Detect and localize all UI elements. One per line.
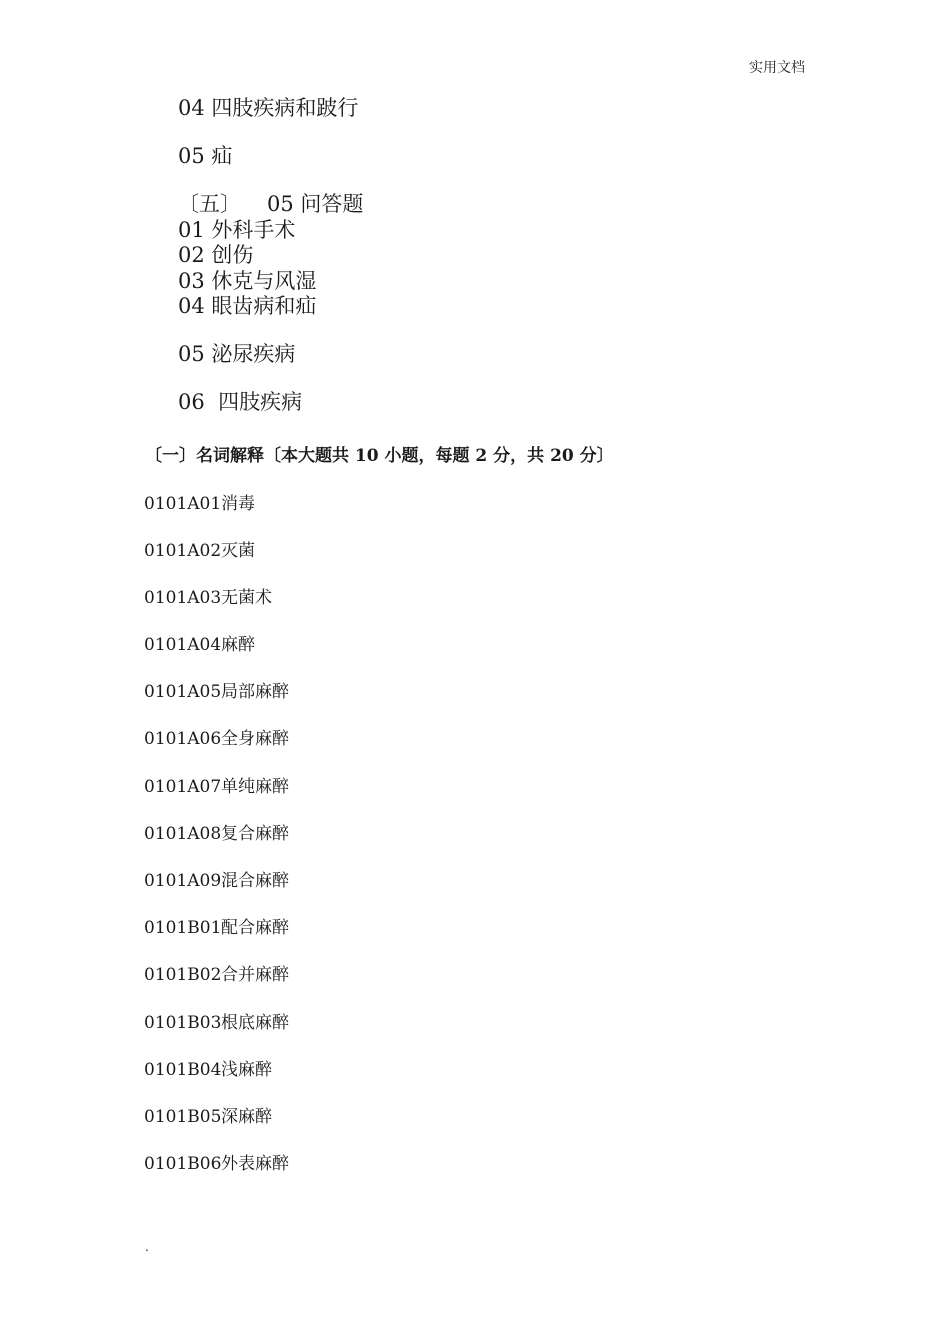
term-code: 0101B02	[144, 965, 222, 985]
term-row	[144, 724, 289, 749]
term-name: 配合麻醉	[221, 918, 289, 938]
term-row	[144, 819, 289, 844]
term-code: 0101A04	[144, 635, 222, 655]
term-name: 根底麻醉	[221, 1013, 289, 1033]
term-name: 复合麻醉	[221, 824, 289, 844]
term-name: 合并麻醉	[221, 965, 289, 985]
term-name: 全身麻醉	[221, 729, 289, 749]
term-code: 0101B04	[144, 1060, 222, 1080]
term-code: 0101B05	[144, 1107, 222, 1127]
outline-item: 02 创伤	[178, 243, 254, 267]
term-row	[144, 583, 272, 608]
section-title: 05 问答题	[267, 192, 364, 216]
term-row	[144, 1102, 272, 1127]
term-row	[144, 677, 289, 702]
term-name: 浅麻醉	[221, 1060, 272, 1080]
term-code: 0101B06	[144, 1154, 222, 1174]
term-name: 局部麻醉	[221, 682, 289, 702]
term-code: 0101A07	[144, 777, 222, 797]
term-code: 0101A05	[144, 682, 222, 702]
term-code: 0101A09	[144, 871, 222, 891]
term-name: 无菌术	[221, 588, 272, 608]
term-row	[144, 1008, 289, 1033]
section-marker: 〔五〕	[178, 192, 241, 216]
section-five-heading	[178, 191, 363, 217]
term-name: 深麻醉	[221, 1107, 272, 1127]
section-one-heading: 〔一〕名词解释〔本大题共 10 小题，每题 2 分，共 20 分〕	[145, 446, 614, 466]
outline-item: 04 四肢疾病和跛行	[178, 96, 359, 120]
term-row	[144, 960, 289, 985]
term-row	[144, 772, 289, 797]
footer-mark: .	[145, 1240, 149, 1254]
term-code: 0101B03	[144, 1013, 222, 1033]
outline-item: 05 泌尿疾病	[178, 342, 296, 366]
term-code: 0101A01	[144, 494, 222, 514]
document-header-label: 实用文档	[749, 60, 805, 76]
term-row	[144, 1149, 289, 1174]
term-row	[144, 1055, 272, 1080]
term-code: 0101B01	[144, 918, 222, 938]
term-row	[144, 630, 255, 655]
term-row	[144, 536, 255, 561]
term-name: 外表麻醉	[221, 1154, 289, 1174]
term-code: 0101A08	[144, 824, 222, 844]
outline-item: 06 四肢疾病	[178, 390, 303, 414]
term-name: 消毒	[221, 494, 255, 514]
outline-item: 04 眼齿病和疝	[178, 294, 317, 318]
outline-item: 01 外科手术	[178, 218, 296, 242]
term-code: 0101A03	[144, 588, 222, 608]
term-name: 混合麻醉	[221, 871, 289, 891]
term-code: 0101A02	[144, 541, 222, 561]
term-row	[144, 489, 255, 514]
term-name: 单纯麻醉	[221, 777, 289, 797]
term-row	[144, 913, 289, 938]
outline-item: 05 疝	[178, 144, 233, 168]
term-code: 0101A06	[144, 729, 222, 749]
term-row	[144, 866, 289, 891]
outline-item: 03 休克与风湿	[178, 269, 317, 293]
term-name: 麻醉	[221, 635, 255, 655]
term-name: 灭菌	[221, 541, 255, 561]
